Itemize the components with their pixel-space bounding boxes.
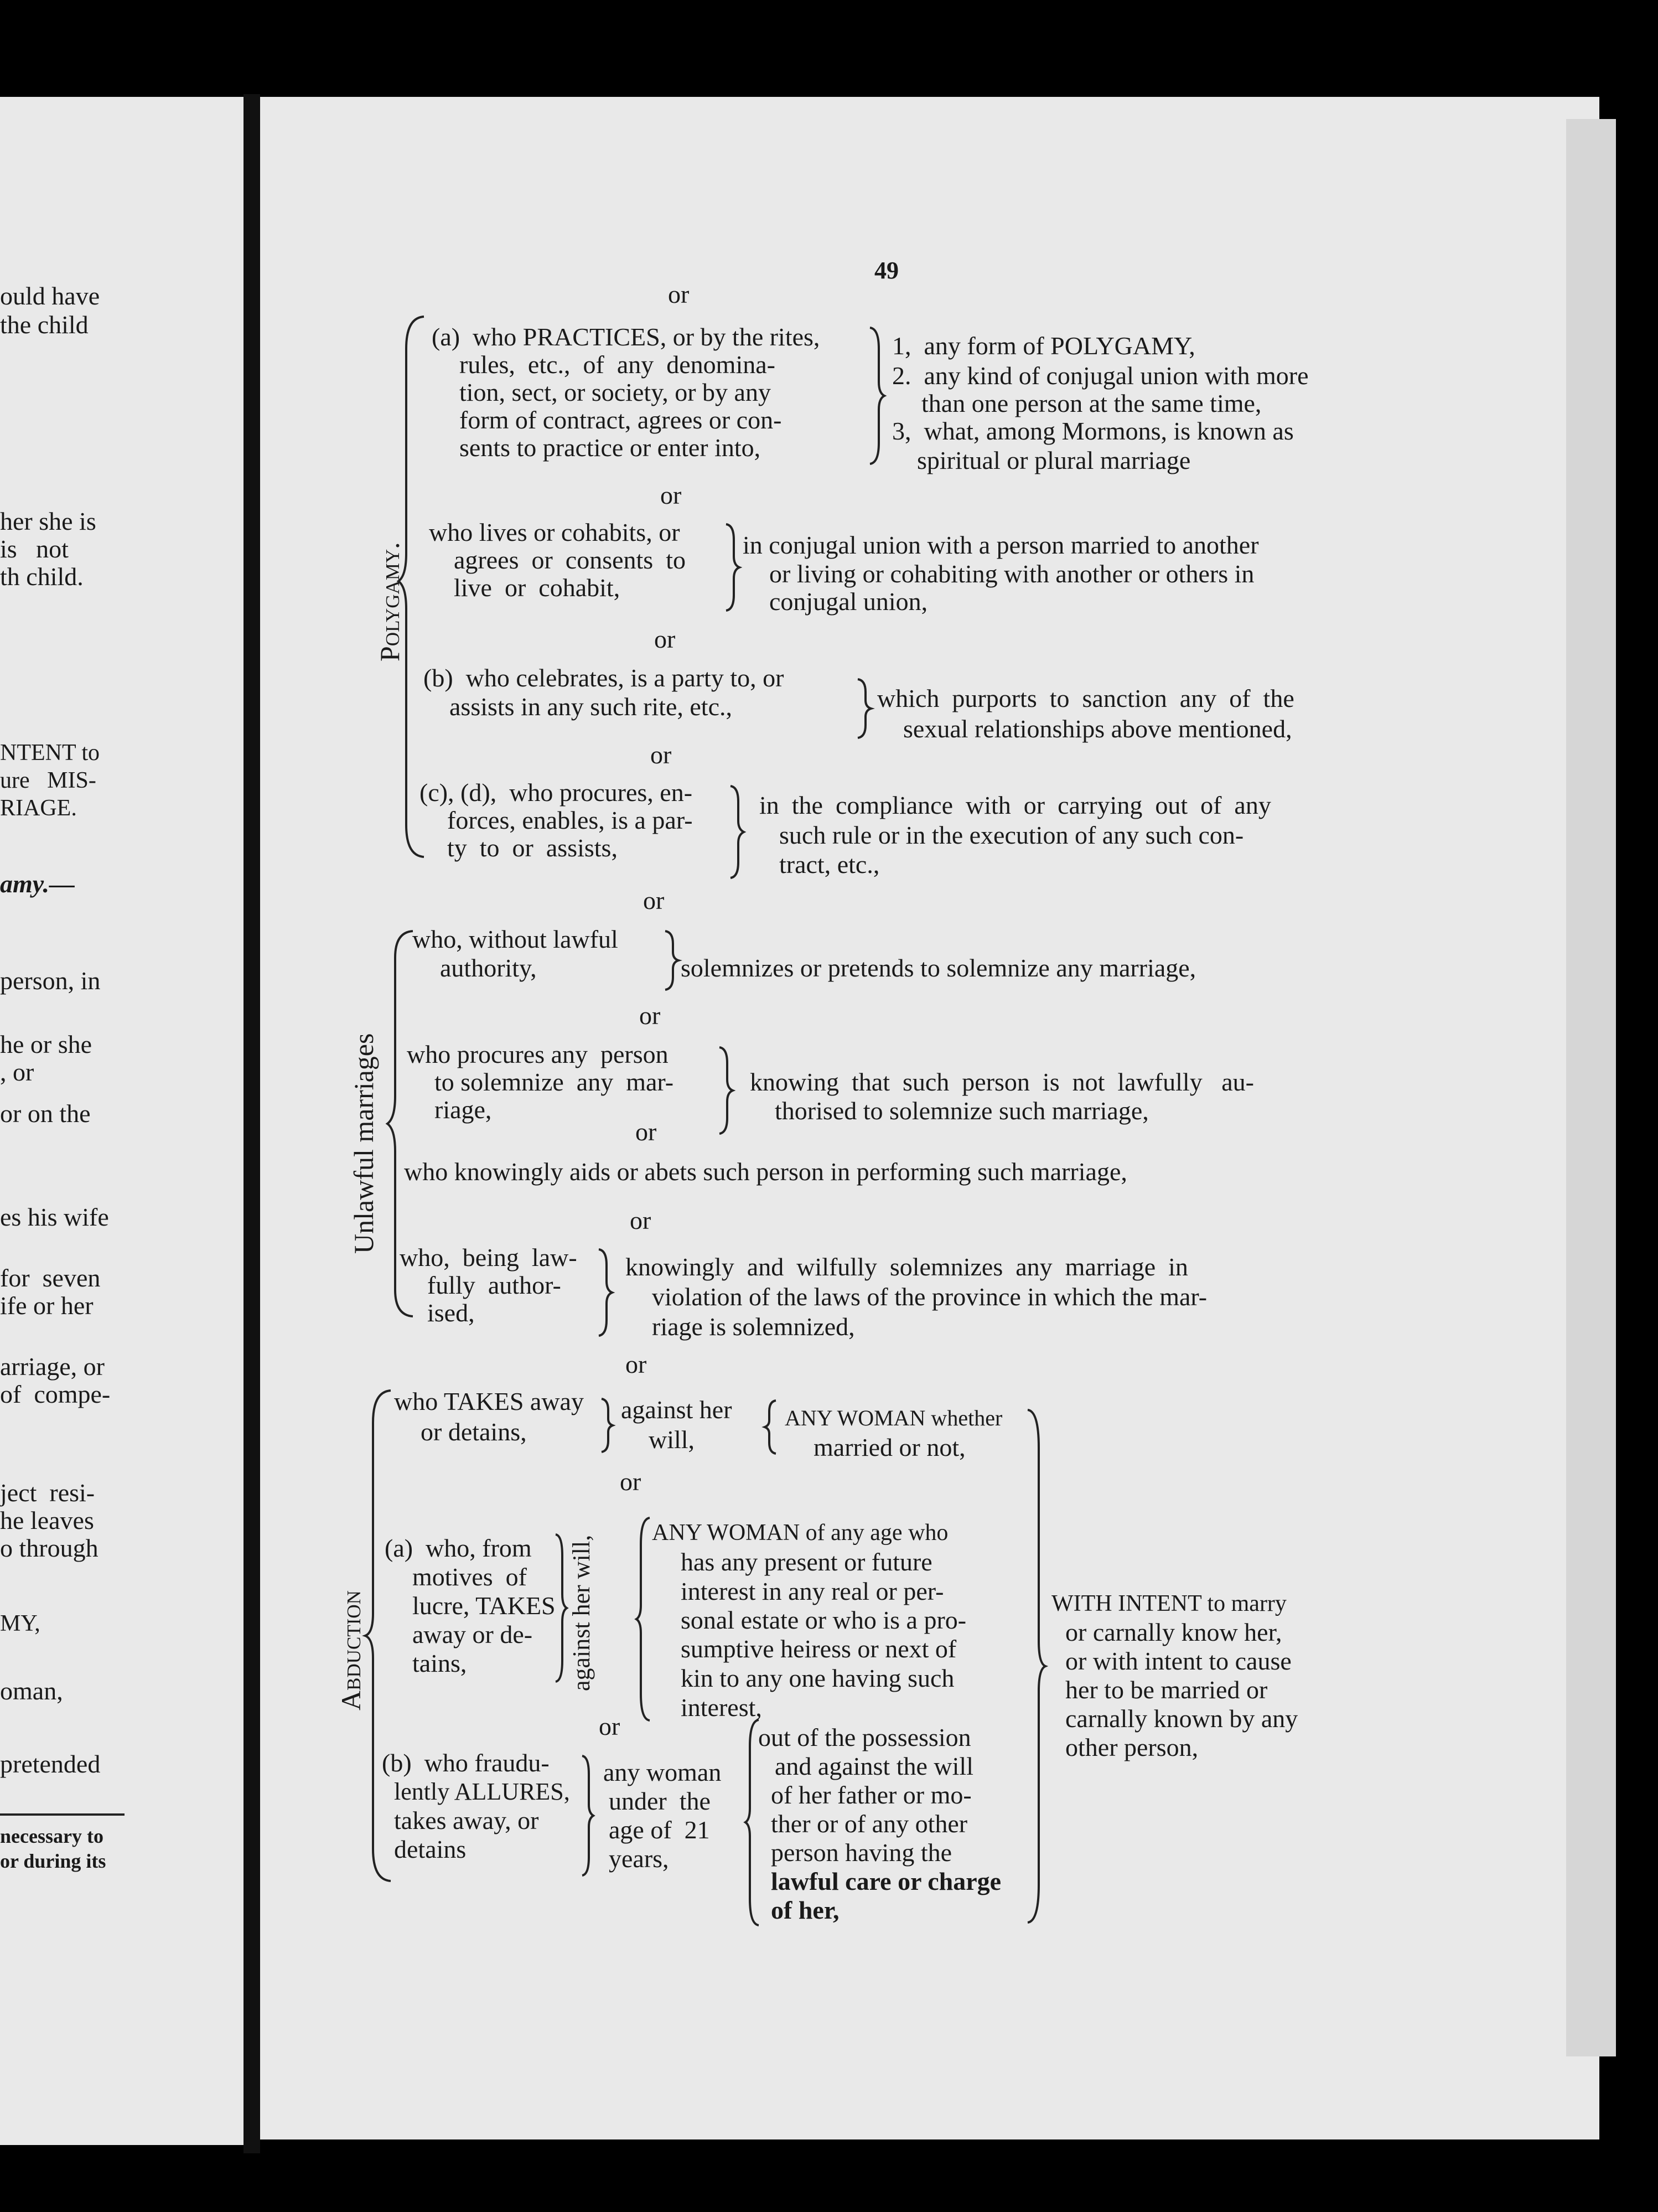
left-line: th child. bbox=[0, 562, 84, 591]
text-line: who, without lawful bbox=[412, 925, 618, 953]
text-line: tion, sect, or society, or by any bbox=[459, 378, 771, 406]
text-line: ty to or assists, bbox=[447, 834, 618, 862]
text-line: and against the will bbox=[775, 1752, 973, 1780]
brace-abduction bbox=[370, 1389, 392, 1882]
text-line: of her, bbox=[771, 1896, 840, 1924]
text-line: sonal estate or who is a pro- bbox=[681, 1606, 967, 1634]
text-line: or detains, bbox=[421, 1418, 527, 1446]
text-line: than one person at the same time, bbox=[921, 389, 1262, 417]
text-line: married or not, bbox=[814, 1433, 966, 1461]
left-line: oman, bbox=[0, 1677, 63, 1705]
text-line: forces, enables, is a par- bbox=[447, 806, 693, 834]
left-line: amy.— bbox=[0, 870, 75, 898]
text-line: carnally known by any bbox=[1065, 1704, 1298, 1733]
text-line: sents to practice or enter into, bbox=[459, 433, 761, 462]
text-line: her to be married or bbox=[1065, 1676, 1268, 1704]
left-line: he or she bbox=[0, 1030, 92, 1058]
or-separator: or bbox=[650, 741, 672, 769]
left-line: pretended bbox=[0, 1750, 101, 1778]
left-line: MY, bbox=[0, 1611, 40, 1636]
text-line: (b) who fraudu- bbox=[382, 1749, 550, 1777]
text-line: knowingly and wilfully solemnizes any marriage in bbox=[625, 1253, 1188, 1281]
or-separator: or bbox=[654, 625, 676, 653]
brace-abduction-r1b bbox=[764, 1399, 778, 1455]
brace-abduction-intent bbox=[1027, 1409, 1046, 1924]
brace-unlawful-4 bbox=[598, 1248, 614, 1337]
left-line: ject resi- bbox=[0, 1479, 95, 1507]
or-separator: or bbox=[639, 1001, 661, 1030]
or-separator: or bbox=[620, 1467, 641, 1496]
text-line: will, bbox=[649, 1425, 695, 1454]
text-line: under the bbox=[609, 1787, 711, 1815]
left-line: is not bbox=[0, 535, 69, 563]
text-line: who lives or cohabits, or bbox=[429, 518, 680, 546]
brace-polygamy-cd bbox=[729, 785, 746, 879]
page-number: 49 bbox=[874, 257, 899, 284]
text-line: or carnally know her, bbox=[1065, 1618, 1282, 1646]
left-line: o through bbox=[0, 1534, 99, 1562]
text-line: sexual relationships above mentioned, bbox=[903, 715, 1292, 743]
or-separator: or bbox=[668, 280, 690, 308]
text-line: ANY WOMAN of any age who bbox=[652, 1520, 949, 1546]
text-line: conjugal union, bbox=[769, 587, 928, 616]
left-line: her she is bbox=[0, 507, 96, 535]
left-line: he leaves bbox=[0, 1506, 94, 1534]
text-line: form of contract, agrees or con- bbox=[459, 406, 782, 434]
text-line: such rule or in the execution of any such con- bbox=[779, 821, 1244, 849]
brace-polygamy-b0 bbox=[725, 523, 742, 612]
left-line: for seven bbox=[0, 1264, 101, 1292]
text-line: spiritual or plural marriage bbox=[917, 446, 1191, 474]
brace-abduction-a2 bbox=[635, 1517, 652, 1722]
text-line: riage, bbox=[434, 1095, 492, 1124]
brace-unlawful-2 bbox=[718, 1046, 735, 1135]
text-line: (a) who, from bbox=[385, 1534, 532, 1562]
text-line: tains, bbox=[412, 1649, 467, 1677]
brace-polygamy bbox=[403, 316, 425, 858]
text-line: away or de- bbox=[412, 1620, 533, 1648]
text-line: knowing that such person is not lawfully au- bbox=[750, 1068, 1254, 1096]
text-line: years, bbox=[609, 1844, 669, 1873]
text-line: person having the bbox=[771, 1838, 952, 1867]
left-line: RIAGE. bbox=[0, 795, 77, 821]
text-line: kin to any one having such bbox=[681, 1664, 955, 1692]
left-line: , or bbox=[0, 1058, 34, 1086]
text-line: (c), (d), who procures, en- bbox=[419, 778, 693, 807]
text-line: in the compliance with or carrying out of any bbox=[759, 791, 1271, 819]
text-line: live or cohabit, bbox=[454, 573, 620, 602]
or-separator: or bbox=[630, 1206, 651, 1234]
text-line: or living or cohabiting with another or others in bbox=[769, 560, 1255, 588]
text-line: (b) who celebrates, is a party to, or bbox=[423, 664, 784, 692]
text-line: fully author- bbox=[427, 1271, 561, 1299]
left-line: es his wife bbox=[0, 1203, 109, 1231]
brace-polygamy-b bbox=[857, 678, 873, 739]
text-line: WITH INTENT to marry bbox=[1051, 1591, 1287, 1616]
left-line: the child bbox=[0, 311, 89, 339]
text-line: 1, any form of POLYGAMY, bbox=[892, 332, 1195, 360]
text-line: age of 21 bbox=[609, 1816, 710, 1844]
text-line: other person, bbox=[1065, 1733, 1199, 1761]
side-label-polygamy: Polygamy. bbox=[374, 542, 405, 661]
or-separator: or bbox=[660, 481, 682, 509]
left-footnote-line: necessary to bbox=[0, 1825, 103, 1847]
text-line: 2. any kind of conjugal union with more bbox=[892, 361, 1309, 390]
text-line: interest, bbox=[681, 1693, 762, 1722]
or-separator: or bbox=[643, 886, 665, 914]
text-line: motives of bbox=[412, 1563, 527, 1591]
left-footnote-line: or during its bbox=[0, 1850, 106, 1872]
unlawful-3: who knowingly aids or abets such person in performing such marriage, bbox=[404, 1157, 1127, 1186]
page-gutter bbox=[243, 94, 260, 2153]
left-line: ife or her bbox=[0, 1291, 94, 1320]
left-line: arriage, or bbox=[0, 1352, 105, 1381]
text-line: takes away, or bbox=[394, 1806, 539, 1834]
left-line: of compe- bbox=[0, 1380, 111, 1408]
text-line: rules, etc., of any denomina- bbox=[459, 350, 775, 379]
text-line: lawful care or charge bbox=[771, 1867, 1002, 1895]
text-line: in conjugal union with a person married to another bbox=[743, 531, 1259, 559]
text-line: 3, what, among Mormons, is known as bbox=[892, 417, 1294, 445]
text-line: tract, etc., bbox=[779, 850, 880, 878]
or-separator: or bbox=[599, 1712, 620, 1740]
text-line: ANY WOMAN whether bbox=[785, 1405, 1003, 1430]
text-line: interest in any real or per- bbox=[681, 1577, 944, 1605]
text-line: who procures any person bbox=[407, 1040, 669, 1068]
left-line: NTENT to bbox=[0, 740, 100, 766]
brace-abduction-b1 bbox=[581, 1755, 595, 1877]
text-line: to solemnize any mar- bbox=[434, 1068, 674, 1096]
text-line: ised, bbox=[427, 1299, 475, 1327]
page-edge-stack bbox=[1566, 119, 1616, 2056]
text-line: lently ALLURES, bbox=[394, 1778, 570, 1805]
text-line: authority, bbox=[440, 954, 537, 982]
text-line: out of the possession bbox=[758, 1723, 971, 1751]
left-line: person, in bbox=[0, 967, 101, 995]
or-separator: or bbox=[635, 1118, 657, 1146]
text-line: which purports to sanction any of the bbox=[877, 684, 1294, 712]
text-line: (a) who PRACTICES, or by the rites, bbox=[432, 323, 820, 351]
text-line: riage is solemnized, bbox=[652, 1312, 855, 1341]
unlawful-1-right: solemnizes or pretends to solemnize any marriage, bbox=[681, 954, 1196, 982]
text-line: assists in any such rite, etc., bbox=[449, 692, 733, 721]
text-line: ther or of any other bbox=[771, 1810, 968, 1838]
text-line: any woman bbox=[603, 1758, 722, 1786]
brace-polygamy-a bbox=[869, 327, 885, 465]
text-line: against her bbox=[621, 1396, 732, 1424]
text-line: has any present or future bbox=[681, 1548, 932, 1576]
or-separator: or bbox=[625, 1350, 647, 1378]
text-line: thorised to solemnize such marriage, bbox=[775, 1097, 1149, 1125]
side-label-abduction: Abduction bbox=[335, 1590, 366, 1710]
footnote-rule bbox=[0, 1813, 125, 1816]
text-line: agrees or consents to bbox=[454, 546, 686, 574]
left-line: or on the bbox=[0, 1099, 91, 1128]
text-line: sumptive heiress or next of bbox=[681, 1635, 957, 1663]
text-line: detains bbox=[394, 1835, 467, 1863]
side-label-unlawful-marriages: Unlawful marriages bbox=[348, 1033, 379, 1254]
left-line: ould have bbox=[0, 282, 100, 310]
left-line: ure MIS- bbox=[0, 768, 96, 793]
text-line: of her father or mo- bbox=[771, 1781, 972, 1809]
brace-unlawful-1 bbox=[664, 930, 681, 991]
brace-abduction-r1a bbox=[600, 1398, 615, 1453]
text-line: or with intent to cause bbox=[1065, 1647, 1292, 1675]
text-line: who, being law- bbox=[400, 1243, 577, 1272]
text-line: lucre, TAKES bbox=[412, 1591, 556, 1620]
abduction-a-col2: against her will, bbox=[568, 1534, 595, 1691]
text-line: who TAKES away bbox=[394, 1387, 584, 1415]
text-line: violation of the laws of the province in which the mar- bbox=[652, 1283, 1208, 1311]
